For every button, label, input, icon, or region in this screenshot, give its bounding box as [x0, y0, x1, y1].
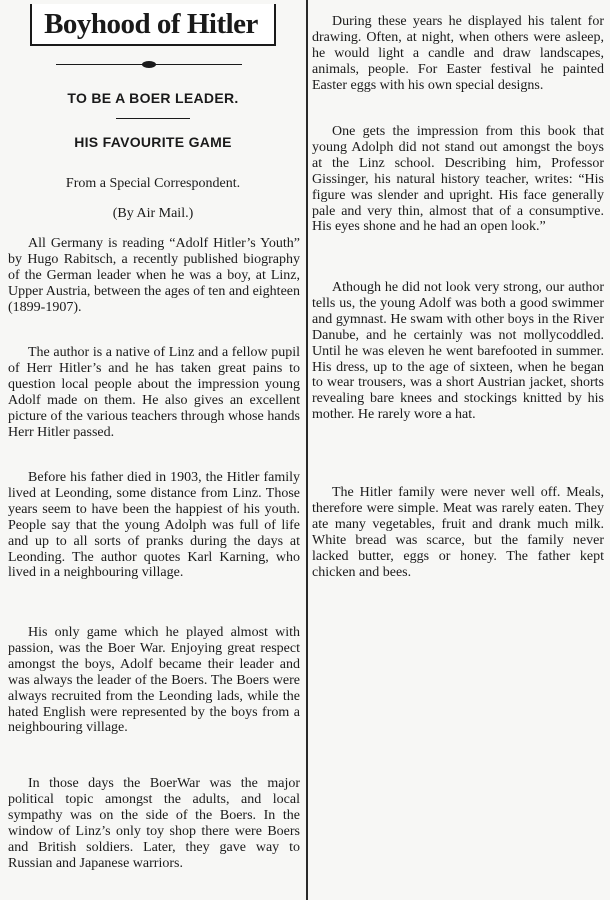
subheading-boer-leader: TO BE A BOER LEADER. — [67, 90, 239, 106]
paragraph: The Hitler family were never well off. Meals, therefore were simple. Meat was rarely eaten. They ate many vegetables, fruit and drank much milk. White bread was scarce, but the family never lacked butter, eggs or honey. The father kept chicken and bees. — [312, 485, 604, 580]
paragraph: His only game which he played almost with passion, was the Boer War. Enjoying great respect amongst the boys, Adolf became their leader and was always the leader of the Boers. The Boers were always recruited from the Leonding lads, while the hated English were represented by the boys from a neighbouring village. — [8, 625, 300, 736]
subheading-rule — [116, 118, 190, 119]
subheading-favourite-game: HIS FAVOURITE GAME — [74, 134, 232, 150]
headline: Boyhood of Hitler — [44, 8, 258, 40]
ornament-dot — [142, 61, 156, 68]
right-column — [312, 0, 606, 900]
paragraph: Athough he did not look very strong, our author tells us, the young Adolf was both a good swimmer and gymnast. He swam with other boys in the River Danube, and he certainly was not mollycoddled. Until he was eleven he went barefooted in summer. His dress, up to the age of sixteen, when he began to wear trousers, was a short Austrian jacket, shorts revealing bare knees and stockings knitted by his mother. He rarely wore a hat. — [312, 280, 604, 423]
byline: From a Special Correspondent. — [65, 176, 241, 191]
column-divider — [306, 0, 308, 900]
dispatch-line: (By Air Mail.) — [112, 206, 194, 221]
paragraph: In those days the BoerWar was the major political topic amongst the adults, and local sympathy was on the side of the Boers. In the window of Linz’s only toy shop there were Boers and British soldiers. Later, they gave way to Russian and Japanese warriors. — [8, 776, 300, 871]
paragraph: All Germany is reading “Adolf Hitler’s Youth” by Hugo Rabitsch, a recently published biography of the German leader when he was a boy, at Linz, Upper Austria, between the ages of ten and eighteen (1899-1907). — [8, 236, 300, 315]
paragraph: Before his father died in 1903, the Hitler family lived at Leonding, some distance from Linz. Those years seem to have been the happiest of his youth. People say that the young Adolph was full of life and up to all sorts of pranks during the days at Leonding. The author quotes Karl Karning, who lived in a neighbouring village. — [8, 470, 300, 581]
paragraph: The author is a native of Linz and a fellow pupil of Herr Hitler’s and he has taken great pains to question local people about the impression young Adolf made on them. He also gives an excellent picture of the various teachers through whose hands Herr Hitler passed. — [8, 345, 300, 440]
paragraph: One gets the impression from this book that young Adolph did not stand out amongst the boys at the Linz school. Describing him, Professor Gissinger, his natural history teacher, writes: “His figure was slender and upright. His face generally pale and very thin, almost that of a consumptive. His eyes shone and he had an open look.” — [312, 124, 604, 235]
paragraph: During these years he displayed his talent for drawing. Often, at night, when others were asleep, he would light a candle and draw landscapes, animals, people. For Easter festival he painted Easter eggs with his own special designs. — [312, 14, 604, 93]
